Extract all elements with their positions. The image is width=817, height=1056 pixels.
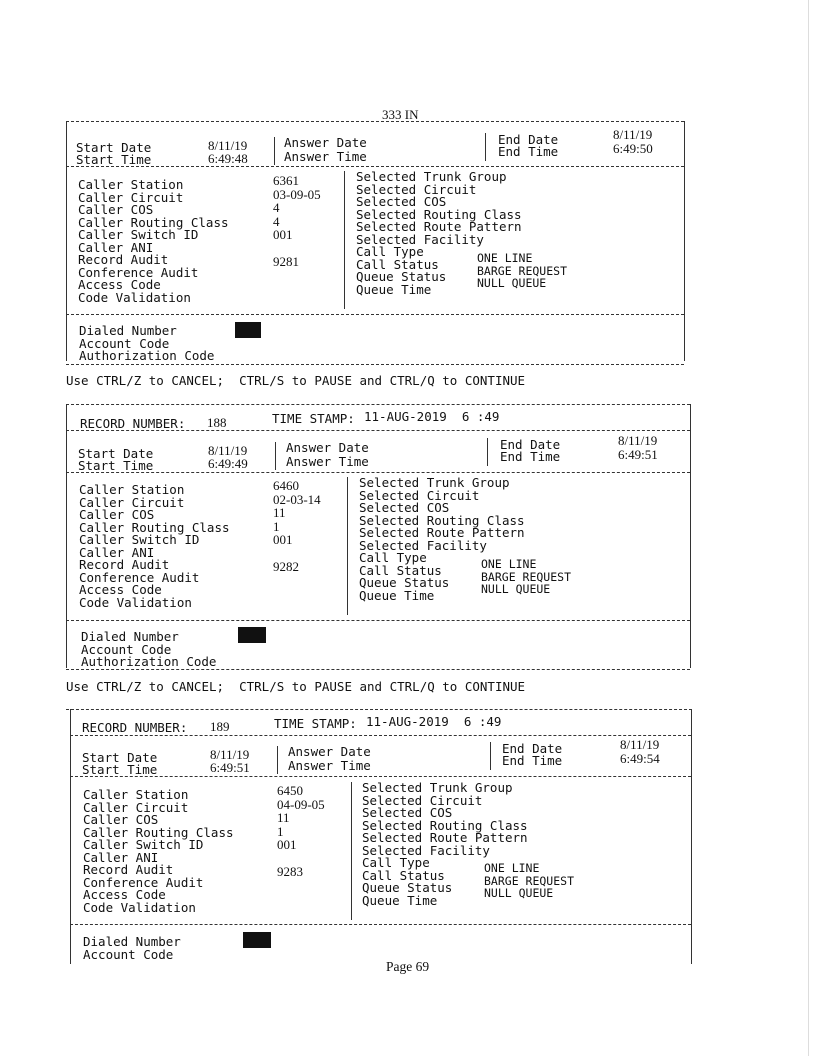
redacted-dialed-number (243, 932, 271, 948)
redacted-dialed-number (235, 322, 261, 338)
end-time-value: 6:49:51 (618, 447, 658, 462)
answer-date-label: Answer Date (284, 135, 367, 150)
cancel-instructions: Use CTRL/Z to CANCEL; CTRL/S to PAUSE and CTRL/Q to CONTINUE (66, 679, 526, 694)
record-number-label: RECORD NUMBER: (80, 416, 186, 431)
end-date-label: End Date (498, 132, 559, 147)
start-time-value: 6:49:48 (208, 151, 248, 166)
cancel-instructions: Use CTRL/Z to CANCEL; CTRL/S to PAUSE and CTRL/Q to CONTINUE (66, 373, 526, 388)
start-date-label: Start Date (76, 140, 152, 155)
dialed-labels: Dialed Number Account Code (83, 934, 181, 962)
start-time-label: Start Time (78, 458, 154, 473)
time-stamp-value: 11-AUG-2019 6 :49 (366, 714, 502, 729)
page-header: 333 IN (382, 107, 419, 122)
end-time-value: 6:49:50 (613, 141, 653, 156)
caller-labels: Caller Station Caller Circuit Caller COS Caller Routing Class Caller Switch ID Caller ANI Record Audit Conference Audit Access Code Code Validation (83, 787, 234, 915)
end-time-label: End Time (502, 753, 563, 768)
answer-time-label: Answer Time (288, 758, 371, 773)
dialed-labels: Dialed Number Account Code Authorization Code (79, 323, 215, 363)
end-time-label: End Time (498, 144, 559, 159)
caller-labels: Caller Station Caller Circuit Caller COS Caller Routing Class Caller Switch ID Caller ANI Record Audit Conference Audit Access Code Code Validation (78, 177, 229, 305)
start-date-value: 8/11/19 (210, 747, 250, 762)
caller-values: 6460 02-03-14 11 1 001 9282 (273, 478, 321, 574)
start-date-value: 8/11/19 (208, 443, 248, 458)
caller-labels: Caller Station Caller Circuit Caller COS Caller Routing Class Caller Switch ID Caller ANI Record Audit Conference Audit Access Code Code Validation (79, 482, 230, 610)
call-status-values: ONE LINE BARGE REQUEST NULL QUEUE (484, 861, 575, 900)
start-date-label: Start Date (82, 750, 158, 765)
start-time-value: 6:49:49 (208, 456, 248, 471)
call-status-values: ONE LINE BARGE REQUEST NULL QUEUE (477, 251, 568, 290)
time-stamp-label: TIME STAMP: (272, 411, 355, 426)
end-date-value: 8/11/19 (620, 737, 660, 752)
end-time-label: End Time (500, 449, 561, 464)
start-time-label: Start Time (76, 152, 152, 167)
end-date-label: End Date (502, 741, 563, 756)
selected-labels: Selected Trunk Group Selected Circuit Selected COS Selected Routing Class Selected Route Pattern Selected Facility Call Type Call Status Queue Status Queue Time (362, 780, 528, 908)
start-date-label: Start Date (78, 446, 154, 461)
call-status-values: ONE LINE BARGE REQUEST NULL QUEUE (481, 557, 572, 596)
caller-values: 6450 04-09-05 11 1 001 9283 (277, 783, 325, 879)
dialed-labels: Dialed Number Account Code Authorization Code (81, 629, 217, 669)
answer-time-label: Answer Time (286, 454, 369, 469)
end-date-value: 8/11/19 (618, 433, 658, 448)
end-date-value: 8/11/19 (613, 127, 653, 142)
record-number-label: RECORD NUMBER: (82, 720, 188, 735)
start-time-value: 6:49:51 (210, 760, 250, 775)
end-date-label: End Date (500, 437, 561, 452)
start-date-value: 8/11/19 (208, 138, 248, 153)
record-number-value: 189 (210, 719, 230, 734)
selected-labels: Selected Trunk Group Selected Circuit Selected COS Selected Routing Class Selected Route Pattern Selected Facility Call Type Call Status Queue Status Queue Time (359, 475, 525, 603)
answer-time-label: Answer Time (284, 149, 367, 164)
page-number: Page 69 (386, 959, 430, 974)
page-edge (808, 0, 809, 1056)
time-stamp-label: TIME STAMP: (274, 716, 357, 731)
caller-values: 6361 03-09-05 4 4 001 9281 (273, 173, 321, 269)
record-number-value: 188 (207, 415, 227, 430)
answer-date-label: Answer Date (288, 744, 371, 759)
selected-labels: Selected Trunk Group Selected Circuit Selected COS Selected Routing Class Selected Route Pattern Selected Facility Call Type Call Status Queue Status Queue Time (356, 169, 522, 297)
time-stamp-value: 11-AUG-2019 6 :49 (364, 409, 500, 424)
redacted-dialed-number (238, 627, 266, 643)
end-time-value: 6:49:54 (620, 751, 660, 766)
start-time-label: Start Time (82, 762, 158, 777)
answer-date-label: Answer Date (286, 440, 369, 455)
